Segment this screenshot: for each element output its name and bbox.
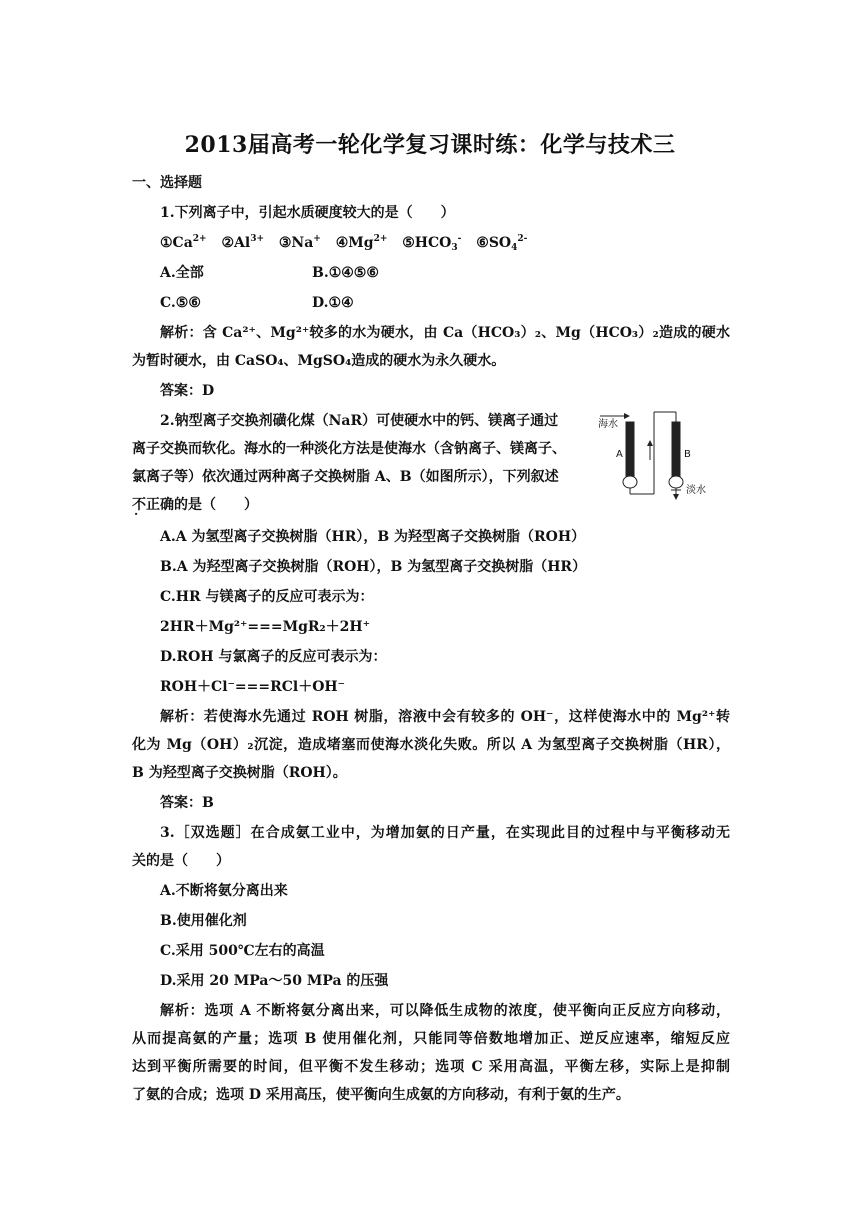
q1-option-d: D.①④ — [312, 295, 354, 311]
q3-option-a: A.不断将氨分离出来 — [160, 883, 288, 899]
ion-3: ③Na+ — [278, 234, 321, 251]
column-a — [626, 422, 634, 480]
column-b-bulb — [669, 476, 683, 488]
q3-analysis-line3: 达到平衡所需要的时间，但平衡不发生移动；选项 C 采用高温，平衡左移，实际上是抑制 — [132, 1059, 730, 1075]
q1-option-c: C.⑤⑥ — [160, 295, 201, 311]
column-a-bulb — [623, 476, 637, 488]
q2-option-a: A.A 为氢型离子交换树脂（HR），B 为羟型离子交换树脂（ROH） — [160, 529, 586, 545]
q2-stem-line3: 氯离子等）依次通过两种离子交换树脂 A、B（如图所示），下列叙述 — [132, 469, 559, 485]
outlet-arrow-head — [673, 494, 679, 500]
q2-equation-c: 2HR＋Mg²⁺===MgR₂＋2H⁺ — [160, 619, 371, 635]
q1-stem: 1.下列离子中，引起水质硬度较大的是（ ） — [160, 205, 455, 221]
q1-option-b: B.①④⑤⑥ — [312, 265, 379, 281]
q1-analysis-line2: 为暂时硬水，由 CaSO₄、MgSO₄造成的硬水为永久硬水。 — [132, 353, 506, 369]
q3-option-c: C.采用 500℃左右的高温 — [160, 943, 325, 959]
q2-analysis-line1: 解析：若使海水先通过 ROH 树脂，溶液中会有较多的 OH⁻，这样使海水中的 Mg²⁺转 — [160, 709, 730, 725]
q3-analysis-line4: 了氨的合成；选项 D 采用高压，使平衡向生成氨的方向移动，有利于氨的生产。 — [132, 1087, 630, 1103]
q2-option-c: C.HR 与镁离子的反应可表示为： — [160, 589, 374, 605]
q2-stem-line2: 离子交换而软化。海水的一种淡化方法是使海水（含钠离子、镁离子、 — [132, 441, 566, 457]
q2-option-d: D.ROH 与氯离子的反应可表示为： — [160, 649, 387, 665]
q1-option-a: A.全部 — [160, 265, 204, 281]
q3-analysis-line1: 解析：选项 A 不断将氨分离出来，可以降低生成物的浓度，使平衡向正反应方向移动， — [160, 1003, 730, 1019]
column-b — [672, 422, 680, 480]
q2-analysis-line2: 化为 Mg（OH）₂沉淀，造成堵塞而使海水淡化失败。所以 A 为氢型离子交换树脂（HR）， — [132, 737, 730, 753]
inlet-arrow-head — [624, 413, 630, 419]
diagram-label-freshwater: 淡水 — [686, 485, 706, 496]
q3-analysis-line2: 从而提高氨的产量；选项 B 使用催化剂，只能同等倍数地增加正、逆反应速率，缩短反应 — [132, 1031, 730, 1047]
ion-2: $②Al^{3+}$ — [221, 234, 264, 251]
q2-stem-line4: 不正确的是（ ） — [132, 497, 258, 513]
ion-6: $⑥SO_4^{2-}$ — [476, 234, 528, 253]
diagram-label-seawater: 海水 — [598, 419, 618, 430]
q1-ion-list — [160, 234, 537, 252]
ion-1: $①Ca^{2+}$ — [160, 234, 207, 251]
q3-stem-line2: 关的是（ ） — [132, 853, 230, 869]
q3-option-d: D.采用 20 MPa～50 MPa 的压强 — [160, 973, 389, 989]
q1-answer: 答案：D — [160, 383, 215, 399]
page-title: 2013届高考一轮化学复习课时练：化学与技术三 — [184, 132, 676, 158]
q3-option-b: B.使用催化剂 — [160, 913, 247, 929]
q2-option-b: B.A 为羟型离子交换树脂（ROH），B 为氢型离子交换树脂（HR） — [160, 559, 587, 575]
emphasis-not: 不 — [132, 497, 146, 513]
ion-5: $⑤HCO_3^-$ — [402, 234, 462, 253]
diagram-label-b: B — [684, 449, 691, 460]
diagram-label-a: A — [616, 449, 623, 460]
q3-stem-line1: 3.［双选题］在合成氨工业中，为增加氨的日产量，在实现此目的过程中与平衡移动无 — [160, 825, 730, 841]
q2-equation-d: ROH＋Cl⁻===RCl＋OH⁻ — [160, 679, 346, 695]
q2-stem-line1: 2.钠型离子交换剂磺化煤（NaR）可使硬水中的钙、镁离子通过 — [160, 413, 559, 429]
q2-answer: 答案：B — [160, 795, 214, 811]
ion-4: $④Mg^{2+}$ — [335, 234, 388, 251]
section-heading: 一、选择题 — [132, 175, 202, 191]
q2-analysis-line3: B 为羟型离子交换树脂（ROH）。 — [132, 765, 347, 781]
q1-analysis-line1: 解析：含 Ca²⁺、Mg²⁺较多的水为硬水，由 Ca（HCO₃）₂、Mg（HCO₃）₂造成的硬水 — [160, 325, 730, 341]
